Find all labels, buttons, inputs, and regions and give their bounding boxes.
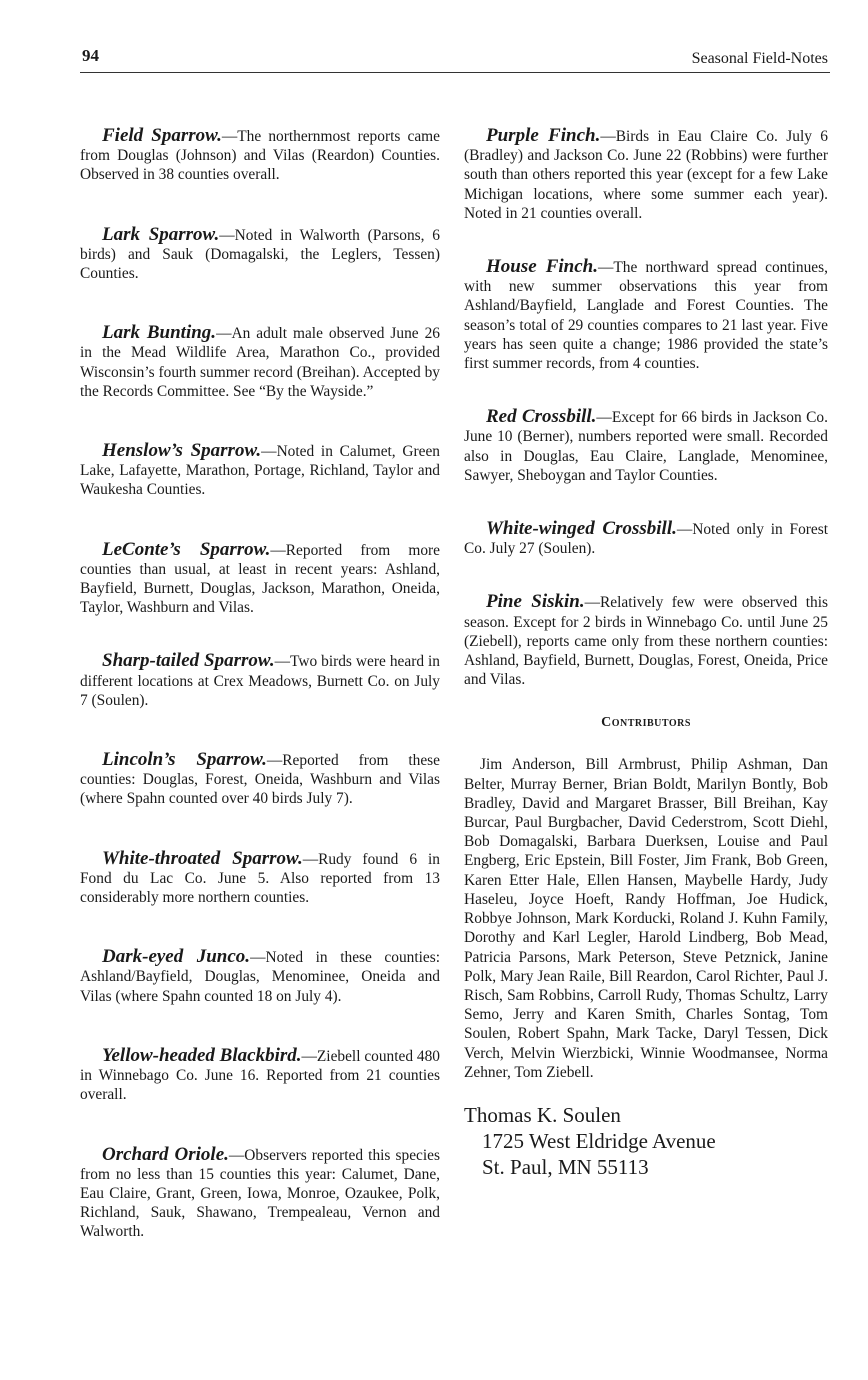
species-entry — [80, 441, 440, 500]
header-rule — [80, 72, 830, 73]
species-text: —Noted only in Forest Co. July 27 (Soulen). — [464, 521, 829, 558]
species-name: Lark Bunting. — [102, 322, 217, 344]
contributors-list: Jim Anderson, Bill Armbrust, Philip Ashman, Dan Belter, Murray Berner, Brian Boldt, Marilyn Bontly, Bob Bradley, David and Margaret Brasser, Bill Breihan, Kay Burcar, Paul Burgbacher, David Cederstrom, Scott Diehl, Bob Domagalski, Barbara Duerksen, Louise and Paul Engberg, Eric Epstein, Bill Foster, Jim Frank, Bob Green, Karen Etter Hale, Ellen Hansen, Maybelle Hardy, Judy Haseleu, Joyce Hoeft, Randy Hoffman, Joe Hudick, Robbye Johnson, Mark Korducki, Roland J. Kuhn Family, Dorothy and Karl Legler, Harold Lindberg, Bob Mead, Patricia Parsons, Mark Peterson, Steve Petznick, Janine Polk, Mary Jean Raile, Bill Reardon, Carol Richter, Paul J. Risch, Sam Robbins, Carroll Rudy, Thomas Schultz, Larry Semo, Jerry and Karen Smith, Charles Sontag, Tom Soulen, Robert Spahn, Mark Tacke, Daryl Tessen, Dick Verch, Melvin Wierzbicki, Winnie Woodmansee, Norma Zehner, Tom Ziebell. — [464, 756, 828, 1081]
species-name: Red Crossbill. — [486, 406, 597, 428]
species-entry — [80, 1145, 440, 1242]
species-text: —Except for 66 birds in Jackson Co. June 10 (Berner), numbers reported were small. Recorded also in Douglas, Eau Claire, Langlade, Menominee, Sawyer, Sheboygan and Taylor Counties. — [464, 409, 828, 484]
author-street: 1725 West Eldridge Avenue — [482, 1128, 716, 1153]
species-text: —Reported from these counties: Douglas, Forest, Oneida, Washburn and Vilas (where Spahn counted over 40 birds July 7). — [80, 752, 440, 808]
species-text: —An adult male observed June 26 in the Mead Wildlife Area, Marathon Co., provided Wisconsin’s fourth summer record (Breihan). Accepted by the Records Committee. See “By the Wayside.” — [80, 325, 440, 400]
species-entry — [464, 519, 828, 558]
species-entry — [80, 750, 440, 809]
species-text: —Reported from more counties than usual, at least in recent years: Ashland, Bayfield, Burnett, Douglas, Jackson, Marathon, Oneida, Taylor, Washburn and Vilas. — [80, 541, 440, 617]
species-name: Lincoln’s Sparrow. — [102, 749, 267, 771]
species-text: —Noted in Calumet, Green Lake, Lafayette, Marathon, Portage, Richland, Taylor and Waukesha Counties. — [80, 443, 440, 499]
species-text: —Noted in these counties: Ashland/Bayfield, Douglas, Menominee, Oneida and Vilas (where Spahn counted 18 on July 4). — [80, 949, 440, 1005]
species-name: Pine Siskin. — [486, 591, 585, 613]
species-name: Yellow-headed Blackbird. — [102, 1044, 302, 1066]
species-entry — [80, 849, 440, 908]
species-name: Sharp-tailed Sparrow. — [102, 650, 275, 672]
species-entry — [80, 1046, 440, 1105]
author-name: Thomas K. Soulen — [464, 1102, 621, 1127]
species-name: Field Sparrow. — [102, 125, 222, 146]
author-city: St. Paul, MN 55113 — [482, 1154, 649, 1179]
species-entry — [464, 126, 828, 223]
species-name: Henslow’s Sparrow. — [102, 440, 262, 462]
species-entry — [464, 592, 828, 689]
species-entry — [464, 407, 828, 485]
species-name: Purple Finch. — [486, 125, 601, 146]
species-name: House Finch. — [486, 256, 598, 278]
species-text: —Rudy found 6 in Fond du Lac Co. June 5. Also reported from 13 considerably more northern counties. — [80, 850, 440, 907]
species-entry — [80, 126, 440, 185]
species-text: —Noted in Walworth (Parsons, 6 birds) and Sauk (Domagalski, the Leglers, Tessen) Counties. — [80, 226, 441, 283]
contributors-heading: Contributors — [601, 715, 691, 731]
species-name: White-throated Sparrow. — [102, 847, 303, 869]
species-name: Lark Sparrow. — [102, 223, 220, 245]
species-entry — [80, 540, 440, 618]
species-text: —The northernmost reports came from Douglas (Johnson) and Vilas (Reardon) Counties. Observed in 38 counties overall. — [80, 128, 440, 184]
species-name: Orchard Oriole. — [102, 1143, 229, 1165]
species-text: —Relatively few were observed this season. Except for 2 birds in Winnebago Co. until June 25 (Ziebell), reports came only from these northern counties: Ashland, Bayfield, Burnett, Douglas, Forest, Oneida, Price and Vilas. — [464, 594, 828, 689]
species-text: —Ziebell counted 480 in Winnebago Co. June 16. Reported from 21 counties overall. — [80, 1047, 440, 1104]
right-column — [464, 126, 828, 1180]
species-text: —Observers reported this species from no less than 15 counties this year: Calumet, Dane, Eau Claire, Grant, Green, Iowa, Monroe, Ozaukee, Polk, Richland, Sauk, Shawano, Trempealeau, Vernon and Walworth. — [80, 1146, 440, 1241]
species-name: LeConte’s Sparrow. — [102, 538, 271, 560]
species-text: —The northward spread continues, with new summer observations this year from Ashland/Bayfield, Langlade and Forest Counties. The season’s total of 29 counties compares to 21 last year. Five years has seen quite a change; 1986 provided the state’s first summer records, from 4 counties. — [464, 259, 828, 373]
left-column — [80, 126, 440, 1242]
species-text: —Two birds were heard in different locations at Crex Meadows, Burnett Co. on July 7 (Soulen). — [80, 653, 440, 709]
species-name: Dark-eyed Junco. — [102, 946, 251, 968]
species-entry — [80, 323, 440, 401]
author-block — [464, 1102, 828, 1180]
species-entry — [80, 225, 440, 284]
species-entry — [80, 651, 440, 710]
running-head: Seasonal Field-Notes — [691, 50, 828, 67]
species-entry — [80, 947, 440, 1006]
species-name: White-winged Crossbill. — [486, 518, 677, 540]
species-entry — [464, 257, 828, 373]
species-text: —Birds in Eau Claire Co. July 6 (Bradley) and Jackson Co. June 22 (Robbins) were further south than others reported this year (except for a few Lake Michigan locations, where some summer each year). Noted in 21 counties overall. — [464, 128, 828, 222]
page-number: 94 — [82, 46, 99, 65]
